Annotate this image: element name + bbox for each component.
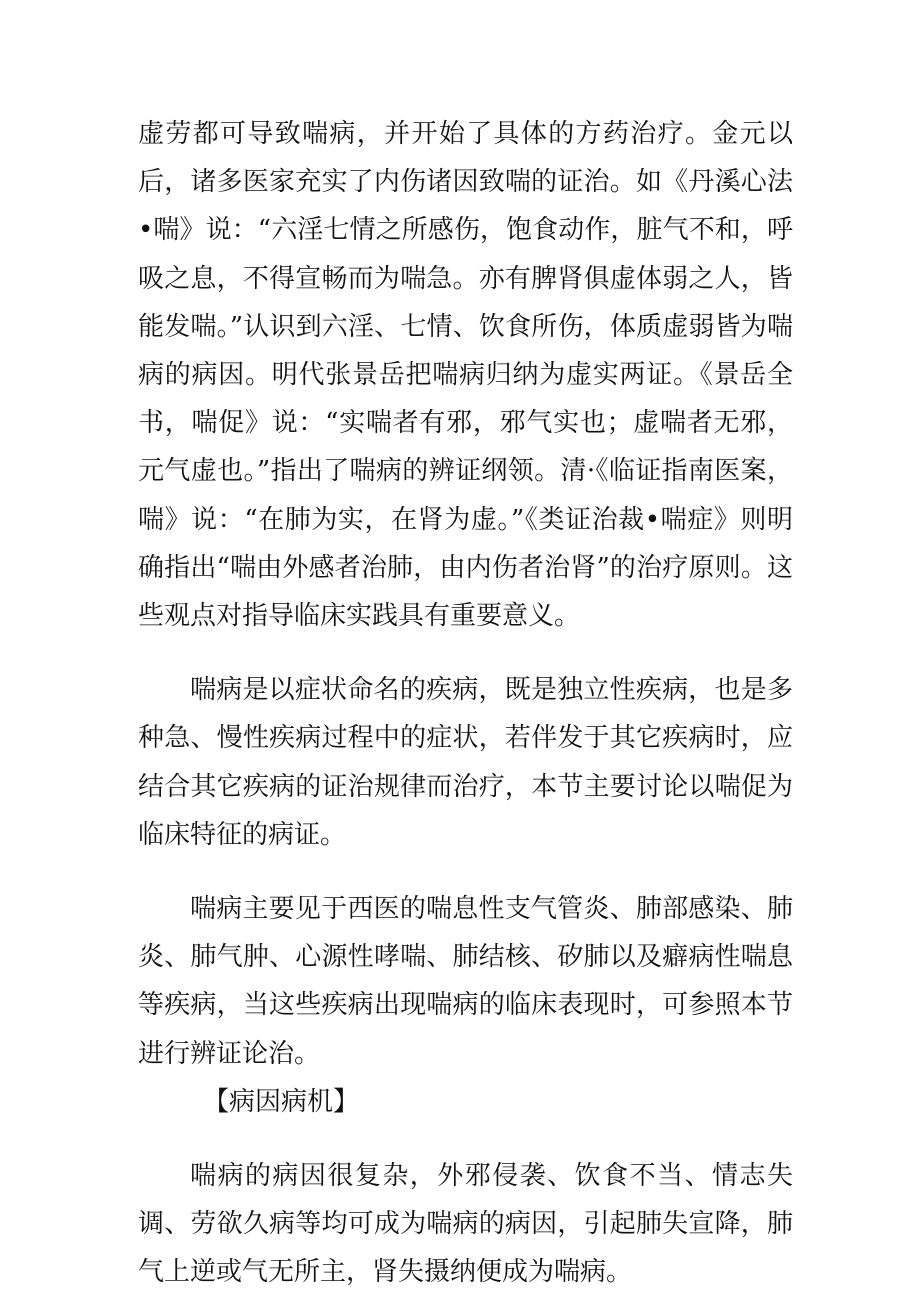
paragraph-etiology: 喘病的病因很复杂，外邪侵袭、饮食不当、情志失调、劳欲久病等均可成为喘病的病因，引起肺失宣降，肺气上逆或气无所主，肾失摄纳便成为喘病。: [138, 1161, 793, 1288]
section-heading-etiology: 【病因病机】: [203, 1086, 360, 1117]
paragraph-history: 虚劳都可导致喘病，并开始了具体的方药治疗。金元以后，诸多医家充实了内伤诸因致喘的证治。如《丹溪心法•喘》说：“六淫七情之所感伤，饱食动作，脏气不和，呼吸之息，不得宣畅而为喘急。亦有脾肾俱虚体弱之人，皆能发喘。”认识到六淫、七情、饮食所伤，体质虚弱皆为喘病的病因。明代张景岳把喘病归纳为虚实两证。《景岳全书，喘促》说：“实喘者有邪，邪气实也；虚喘者无邪，元气虚也。”指出了喘病的辨证纲领。清·《临证指南医案，喘》说：“在肺为实，在肾为虚。”《类证治裁•喘症》则明确指出“喘由外感者治肺，由内伤者治肾”的治疗原则。这些观点对指导临床实践具有重要意义。: [138, 119, 793, 632]
paragraph-western-correspondence: 喘病主要见于西医的喘息性支气管炎、肺部感染、肺炎、肺气肿、心源性哮喘、肺结核、矽肺以及癖病性喘息等疾病，当这些疾病出现喘病的临床表现时，可参照本节进行辨证论治。: [138, 894, 793, 1069]
paragraph-definition: 喘病是以症状命名的疾病，既是独立性疾病，也是多种急、慢性疾病过程中的症状，若伴发于其它疾病时，应结合其它疾病的证治规律而治疗，本节主要讨论以喘促为临床特征的病证。: [138, 675, 793, 850]
document-body: [138, 110, 793, 1297]
